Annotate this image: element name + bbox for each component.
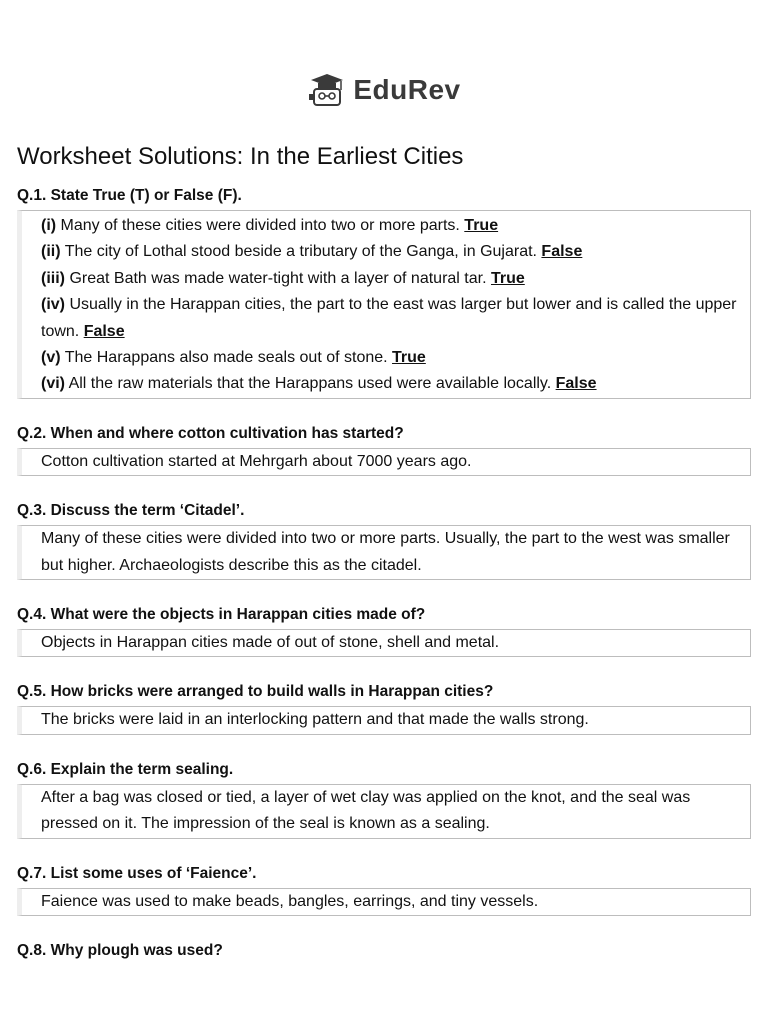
item-text: The Harappans also made seals out of stone. <box>60 349 393 367</box>
item-text: Usually in the Harappan cities, the part to the east was larger but lower and is called the upper town. <box>41 296 737 340</box>
item-text: All the raw materials that the Harappans used were available locally. <box>65 375 556 393</box>
question-3: Q.3. Discuss the term ‘Citadel’. <box>17 502 245 520</box>
answer-text: Many of these cities were divided into two or more parts. Usually, the part to the west was smaller but higher. Archaeologists describe this as the citadel. <box>41 530 730 574</box>
item-answer: True <box>392 349 426 367</box>
question-5: Q.5. How bricks were arranged to build walls in Harappan cities? <box>17 683 494 701</box>
item-answer: False <box>555 375 597 393</box>
item-answer: False <box>83 322 125 340</box>
answer-box-1 <box>17 210 751 399</box>
item-text: Great Bath was made water-tight with a layer of natural tar. <box>65 269 491 287</box>
page-title: Worksheet Solutions: In the Earliest Cities <box>17 143 464 170</box>
item-number: (iii) <box>41 269 65 287</box>
tf-item <box>41 239 744 265</box>
question-1: Q.1. State True (T) or False (F). <box>17 187 242 204</box>
item-number: (v) <box>41 349 61 367</box>
answer-box-2 <box>17 448 751 476</box>
item-number: (i) <box>41 217 57 234</box>
answer-text: After a bag was closed or tied, a layer of wet clay was applied on the knot, and the seal was pressed on it. The impression of the seal is known as a sealing. <box>41 788 691 833</box>
item-text: The city of Lothal stood beside a tributary of the Ganga, in Gujarat. <box>60 243 542 261</box>
item-text: Many of these cities were divided into two or more parts. <box>56 217 465 234</box>
item-number: (iv) <box>41 296 65 314</box>
question-2: Q.2. When and where cotton cultivation has started? <box>17 424 404 442</box>
answer-box-3 <box>17 525 751 580</box>
answer-text: Cotton cultivation started at Mehrgarh about 7000 years ago. <box>41 452 472 470</box>
worksheet-content <box>17 186 751 965</box>
answer-box-7 <box>17 888 751 916</box>
item-answer: True <box>490 269 525 287</box>
question-8: Q.8. Why plough was used? <box>17 942 223 960</box>
tf-item <box>41 213 744 239</box>
tf-item <box>41 292 744 345</box>
brand-name: EduRev <box>353 74 461 105</box>
answer-box-5 <box>17 706 751 734</box>
answer-text: Objects in Harappan cities made of out of stone, shell and metal. <box>41 634 500 652</box>
graduation-cap-icon <box>307 72 347 108</box>
tf-item <box>41 371 744 397</box>
question-4: Q.4. What were the objects in Harappan cities made of? <box>17 606 426 624</box>
answer-text: The bricks were laid in an interlocking pattern and that made the walls strong. <box>41 711 589 729</box>
answer-box-4 <box>17 629 751 657</box>
answer-box-6 <box>17 784 751 839</box>
answer-text: Faience was used to make beads, bangles, earrings, and tiny vessels. <box>41 892 539 910</box>
edurev-logo <box>0 72 768 108</box>
item-number: (vi) <box>41 375 65 393</box>
tf-item <box>41 266 744 292</box>
question-6: Q.6. Explain the term sealing. <box>17 760 234 778</box>
question-7: Q.7. List some uses of ‘Faience’. <box>17 864 257 882</box>
item-answer: True <box>464 217 499 234</box>
item-number: (ii) <box>41 243 61 261</box>
tf-item <box>41 345 744 371</box>
item-answer: False <box>541 243 583 261</box>
